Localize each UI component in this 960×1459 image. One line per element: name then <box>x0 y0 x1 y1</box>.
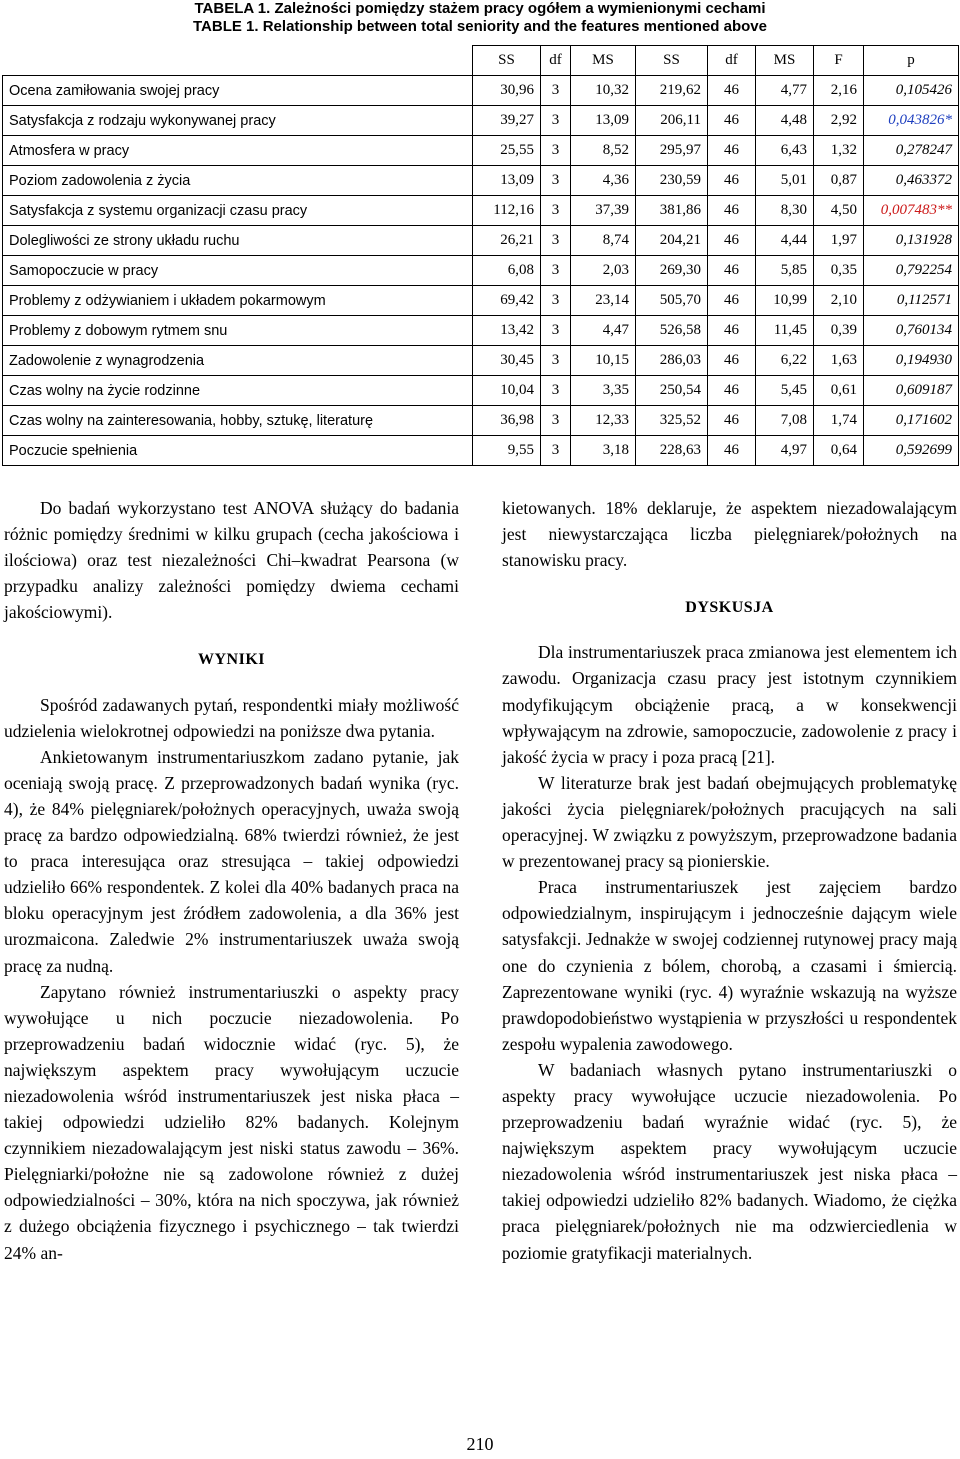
table-cell: 46 <box>708 256 756 286</box>
table-cell: 3 <box>541 106 571 136</box>
table-cell: 1,97 <box>814 226 864 256</box>
table-row <box>3 436 959 466</box>
p-value-cell: 0,463372 <box>864 166 959 196</box>
table-cell: 1,74 <box>814 406 864 436</box>
p-value-cell: 0,592699 <box>864 436 959 466</box>
p-value-cell: 0,760134 <box>864 316 959 346</box>
table-cell: 5,85 <box>756 256 814 286</box>
row-label: Satysfakcja z systemu organizacji czasu pracy <box>3 196 473 226</box>
table-cell: 8,52 <box>571 136 636 166</box>
p-value-cell: 0,171602 <box>864 406 959 436</box>
p-value-cell: 0,278247 <box>864 136 959 166</box>
table-cell: 6,22 <box>756 346 814 376</box>
table-row <box>3 196 959 226</box>
row-label: Satysfakcja z rodzaju wykonywanej pracy <box>3 106 473 136</box>
table-cell: 3 <box>541 256 571 286</box>
table-cell: 0,87 <box>814 166 864 196</box>
table-cell: 5,01 <box>756 166 814 196</box>
table-row <box>3 376 959 406</box>
table-row <box>3 346 959 376</box>
table-header-cell: SS <box>636 46 708 76</box>
table-cell: 23,14 <box>571 286 636 316</box>
table-cell: 4,48 <box>756 106 814 136</box>
table-cell: 230,59 <box>636 166 708 196</box>
row-label: Dolegliwości ze strony układu ruchu <box>3 226 473 256</box>
table-cell: 9,55 <box>473 436 541 466</box>
table-header-cell: df <box>708 46 756 76</box>
table-cell: 10,32 <box>571 76 636 106</box>
table-cell: 4,77 <box>756 76 814 106</box>
page-number: 210 <box>466 1434 494 1454</box>
table-cell: 2,16 <box>814 76 864 106</box>
table-cell: 3 <box>541 286 571 316</box>
table-row <box>3 226 959 256</box>
table-cell: 0,61 <box>814 376 864 406</box>
table-cell: 7,08 <box>756 406 814 436</box>
table-cell: 46 <box>708 436 756 466</box>
table-cell: 3 <box>541 346 571 376</box>
table-cell: 3,35 <box>571 376 636 406</box>
table-cell: 46 <box>708 316 756 346</box>
table-cell: 3 <box>541 376 571 406</box>
table-cell: 0,64 <box>814 436 864 466</box>
table-cell: 381,86 <box>636 196 708 226</box>
table-cell: 3 <box>541 406 571 436</box>
row-label: Atmosfera w pracy <box>3 136 473 166</box>
table-header-cell: df <box>541 46 571 76</box>
table-cell: 46 <box>708 406 756 436</box>
paragraph: Dla instrumentariuszek praca zmianowa jest elementem ich zawodu. Organizacja czasu pracy jest istotnym czynnikiem modyfikującym obciążenie pracą, a w konsekwencji wpływającym na zdrowie, samopoczucie, zadowolenie z pracy i jakość życia w pracy i poza pracą [21]. <box>502 642 957 767</box>
row-label: Czas wolny na zainteresowania, hobby, sztukę, literaturę <box>3 406 473 436</box>
paragraph: W literaturze brak jest badań obejmujących problematykę jakości życia pielęgniarek/położnych pracujących na sali operacyjnej. W związku z powyższym, przeprowadzone badania w prezentowanej pracy są pionierskie. <box>502 772 957 872</box>
table-caption-polish: TABELA 1. Zależności pomiędzy stażem pracy ogółem a wymienionymi cechami <box>194 0 766 17</box>
table-caption <box>0 0 960 36</box>
table-cell: 6,43 <box>756 136 814 166</box>
table-cell: 25,55 <box>473 136 541 166</box>
row-label: Samopoczucie w pracy <box>3 256 473 286</box>
table-cell: 3 <box>541 196 571 226</box>
table-cell: 36,98 <box>473 406 541 436</box>
table-cell: 3 <box>541 166 571 196</box>
table-cell: 2,03 <box>571 256 636 286</box>
table-cell: 204,21 <box>636 226 708 256</box>
table-cell: 26,21 <box>473 226 541 256</box>
table-cell: 3 <box>541 136 571 166</box>
table-cell: 46 <box>708 76 756 106</box>
table-cell: 206,11 <box>636 106 708 136</box>
table-cell: 46 <box>708 346 756 376</box>
table-cell: 4,47 <box>571 316 636 346</box>
p-value-cell: 0,609187 <box>864 376 959 406</box>
table-cell: 4,44 <box>756 226 814 256</box>
table-cell: 13,09 <box>473 166 541 196</box>
table-cell: 37,39 <box>571 196 636 226</box>
table-cell: 269,30 <box>636 256 708 286</box>
paragraph: Spośród zadawanych pytań, respondentki miały możliwość udzielenia wielokrotnej odpowiedzi na poniższe dwa pytania. <box>4 694 459 741</box>
table-cell: 0,35 <box>814 256 864 286</box>
table-cell: 46 <box>708 196 756 226</box>
table-cell: 46 <box>708 136 756 166</box>
table-cell: 2,92 <box>814 106 864 136</box>
section-heading-wyniki: WYNIKI <box>197 651 265 669</box>
paragraph: kietowanych. 18% deklaruje, że aspektem niezadowalającym jest niewystarczająca liczba pielęgniarek/położnych na stanowisku pracy. <box>502 498 957 571</box>
table-cell: 46 <box>708 286 756 316</box>
table-cell: 30,96 <box>473 76 541 106</box>
table-cell: 4,36 <box>571 166 636 196</box>
right-column <box>502 495 957 1266</box>
table-cell: 13,09 <box>571 106 636 136</box>
table-cell: 3 <box>541 316 571 346</box>
table-cell: 0,39 <box>814 316 864 346</box>
row-label: Czas wolny na życie rodzinne <box>3 376 473 406</box>
table-cell: 8,30 <box>756 196 814 226</box>
row-label: Poczucie spełnienia <box>3 436 473 466</box>
table-row <box>3 316 959 346</box>
table-header-cell: MS <box>756 46 814 76</box>
paragraph: W badaniach własnych pytano instrumentariuszki o aspekty pracy wywołujące uczucie niezadowolenia. Po przeprowadzeniu badań wyraźnie widać (ryc. 5), że największym aspektem pracy wywołującym uczucie niezadowolenia wśród instrumentariuszek jest niska płaca – takiej odpowiedzi udzieliło 82% badanych. Wiadomo, że ciężka praca pielęgniarek/położnych nie ma odzwierciedlenia w poziomie gratyfikacji materialnych. <box>502 1059 957 1263</box>
p-value-cell: 0,131928 <box>864 226 959 256</box>
table-cell: 112,16 <box>473 196 541 226</box>
table-header-cell: SS <box>473 46 541 76</box>
table-cell: 325,52 <box>636 406 708 436</box>
table-cell: 4,50 <box>814 196 864 226</box>
table-cell: 10,15 <box>571 346 636 376</box>
table-cell: 5,45 <box>756 376 814 406</box>
section-heading-dyskusja: DYSKUSJA <box>685 599 774 617</box>
p-value-cell: 0,792254 <box>864 256 959 286</box>
paragraph: Ankietowanym instrumentariuszkom zadano pytanie, jak oceniają swoją pracę. Z przeprowadzonych badań wynika (ryc. 4), że 84% pielęgniarek/położnych operacyjnych, uważa swoją pracę za bardzo odpowiedzialną. 68% twierdzi również, że jest to praca interesująca oraz stresująca – takiej odpowiedzi udzieliło 66% respondentek. Z kolei dla 40% badanych praca na bloku operacyjnym jest źródłem zadowolenia, a dla 36% jest urozmaicona. Zaledwie 2% instrumentariuszek uważa swoją pracę za nudną. <box>4 746 459 976</box>
row-label: Zadowolenie z wynagrodzenia <box>3 346 473 376</box>
table-cell: 30,45 <box>473 346 541 376</box>
p-value-cell: 0,194930 <box>864 346 959 376</box>
table-row <box>3 256 959 286</box>
p-value-cell: 0,043826* <box>864 106 959 136</box>
table-cell: 10,04 <box>473 376 541 406</box>
table-row <box>3 166 959 196</box>
table-body <box>3 76 959 466</box>
table-cell: 69,42 <box>473 286 541 316</box>
table-cell: 505,70 <box>636 286 708 316</box>
table-cell: 219,62 <box>636 76 708 106</box>
table-header-row <box>3 46 959 76</box>
table-cell: 1,63 <box>814 346 864 376</box>
table-row <box>3 286 959 316</box>
table-cell: 250,54 <box>636 376 708 406</box>
table-cell: 46 <box>708 226 756 256</box>
paragraph: Praca instrumentariuszek jest zajęciem bardzo odpowiedzialnym, inspirującym i jednocześnie dającym wiele satysfakcji. Jednakże w swojej codziennej rutynowej pracy mają one do czynienia z bólem, chorobą, a czasami i śmiercią. Zaprezentowane wyniki (ryc. 4) wyraźnie wskazują na wyższe prawdopodobieństwo wystąpienia w przyszłości u respondentek zespołu wypalenia zawodowego. <box>502 877 957 1054</box>
table-cell: 11,45 <box>756 316 814 346</box>
table-cell: 13,42 <box>473 316 541 346</box>
table-cell: 2,10 <box>814 286 864 316</box>
table-cell: 3 <box>541 76 571 106</box>
row-label: Poziom zadowolenia z życia <box>3 166 473 196</box>
table-cell: 46 <box>708 106 756 136</box>
table-row <box>3 136 959 166</box>
table-row <box>3 76 959 106</box>
row-label: Problemy z odżywianiem i układem pokarmowym <box>3 286 473 316</box>
table-cell: 3 <box>541 436 571 466</box>
table-cell: 4,97 <box>756 436 814 466</box>
row-label: Ocena zamiłowania swojej pracy <box>3 76 473 106</box>
table-cell: 295,97 <box>636 136 708 166</box>
table-cell: 3,18 <box>571 436 636 466</box>
table-header-cell: F <box>814 46 864 76</box>
anova-table <box>2 45 959 466</box>
table-cell: 10,99 <box>756 286 814 316</box>
table-cell: 46 <box>708 166 756 196</box>
p-value-cell: 0,007483** <box>864 196 959 226</box>
table-header-cell: p <box>864 46 959 76</box>
table-header-blank <box>3 46 473 76</box>
table-cell: 39,27 <box>473 106 541 136</box>
paragraph: Zapytano również instrumentariuszki o aspekty pracy wywołujące u nich poczucie niezadowolenia. Po przeprowadzeniu badań widocznie widać (ryc. 5), że największym aspektem pracy wywołującym uczucie niezadowolenia wśród instrumentariuszek jest niska płaca – takiej odpowiedzi udzieliło 82% badanych. Kolejnym czynnikiem niezadowalającym jest niski status zawodu – 36%. Pielęgniarki/położne nie są zadowolone również z dużej odpowiedzialności – 30%, która na nich spoczywa, jak również z dużego obciążenia fizycznego i psychicznego – tak twierdzi 24% an- <box>4 981 459 1263</box>
p-value-cell: 0,112571 <box>864 286 959 316</box>
table-cell: 228,63 <box>636 436 708 466</box>
table-row <box>3 106 959 136</box>
table-cell: 526,58 <box>636 316 708 346</box>
table-cell: 6,08 <box>473 256 541 286</box>
paragraph: Do badań wykorzystano test ANOVA służący do badania różnic pomiędzy średnimi w kilku grupach (cecha jakościowa i ilościowa) oraz test niezależności Chi–kwadrat Pearsona (w przypadku analizy zależności pomiędzy dwiema cechami jakościowymi). <box>4 498 459 623</box>
table-cell: 1,32 <box>814 136 864 166</box>
table-caption-english: TABLE 1. Relationship between total seniority and the features mentioned above <box>193 18 767 35</box>
table-cell: 8,74 <box>571 226 636 256</box>
table-cell: 12,33 <box>571 406 636 436</box>
p-value-cell: 0,105426 <box>864 76 959 106</box>
table-cell: 286,03 <box>636 346 708 376</box>
table-header-cell: MS <box>571 46 636 76</box>
left-column <box>4 495 459 1266</box>
table-cell: 3 <box>541 226 571 256</box>
row-label: Problemy z dobowym rytmem snu <box>3 316 473 346</box>
table-cell: 46 <box>708 376 756 406</box>
table-row <box>3 406 959 436</box>
